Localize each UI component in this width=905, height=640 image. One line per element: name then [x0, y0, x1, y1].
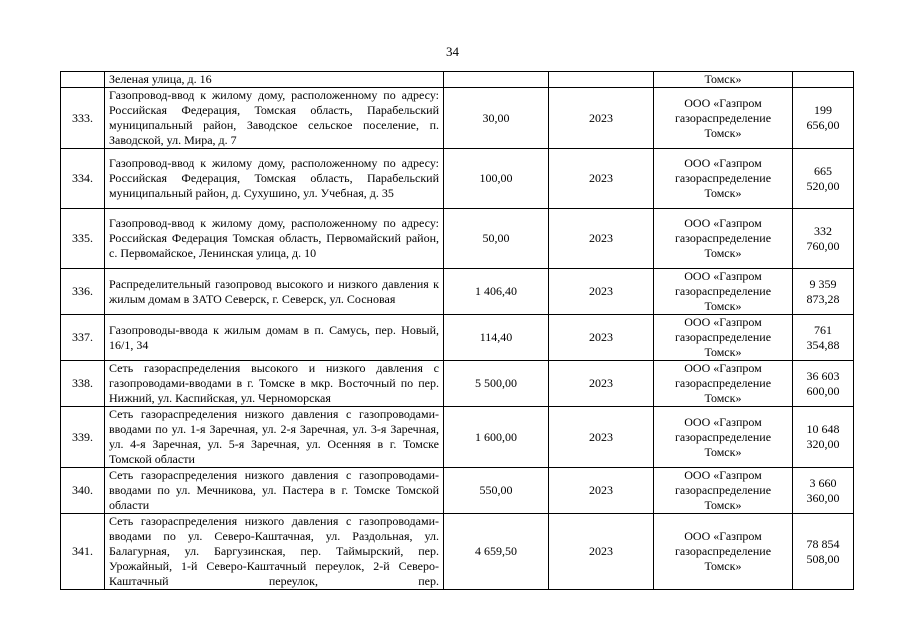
row-description: Сеть газораспределения низкого давления с газопроводами-вводами по ул. Мечникова, ул. Пастера в г. Томске Томской области — [105, 468, 444, 514]
row-number: 337. — [61, 315, 105, 361]
row-organization: ООО «Газпром газораспределение Томск» — [654, 269, 793, 315]
table-row-continuation — [61, 72, 854, 88]
row-description: Сеть газораспределения низкого давления с газопроводами-вводами по ул. 1-я Заречная, ул. 2-я Заречная, ул. 3-я Заречная, ул. 4-я Заречная, ул. 5-я Заречная, ул. Осенняя в г. Томске Томской области — [105, 407, 444, 468]
row-description: Сеть газораспределения высокого и низкого давления с газопроводами-вводами в г. Томске в мкр. Восточный по пер. Нижний, ул. Каспийская, ул. Черноморская — [105, 361, 444, 407]
row-year: 2023 — [549, 149, 654, 209]
row-length: 114,40 — [444, 315, 549, 361]
table-row — [61, 269, 854, 315]
row-description: Газопровод-ввод к жилому дому, расположенному по адресу: Российская Федерация, Томская область, Парабельский муниципальный район, д. Сухушино, ул. Учебная, д. 35 — [105, 149, 444, 209]
row-year: 2023 — [549, 407, 654, 468]
row-organization: Томск» — [654, 72, 793, 88]
row-year: 2023 — [549, 209, 654, 269]
row-length: 50,00 — [444, 209, 549, 269]
row-number: 333. — [61, 88, 105, 149]
row-organization: ООО «Газпром газораспределение Томск» — [654, 468, 793, 514]
row-cost — [793, 72, 854, 88]
row-number: 334. — [61, 149, 105, 209]
row-year: 2023 — [549, 468, 654, 514]
row-number: 339. — [61, 407, 105, 468]
row-cost: 9 359 873,28 — [793, 269, 854, 315]
row-length — [444, 72, 549, 88]
row-length: 30,00 — [444, 88, 549, 149]
row-cost: 10 648 320,00 — [793, 407, 854, 468]
row-organization: ООО «Газпром газораспределение Томск» — [654, 88, 793, 149]
table-row — [61, 514, 854, 590]
row-length: 550,00 — [444, 468, 549, 514]
table-row — [61, 407, 854, 468]
row-organization: ООО «Газпром газораспределение Томск» — [654, 209, 793, 269]
row-number: 335. — [61, 209, 105, 269]
gas-pipeline-table — [60, 71, 854, 590]
row-length: 5 500,00 — [444, 361, 549, 407]
row-year: 2023 — [549, 269, 654, 315]
row-year: 2023 — [549, 361, 654, 407]
table-row — [61, 209, 854, 269]
table-row — [61, 88, 854, 149]
table-row — [61, 468, 854, 514]
row-length: 1 600,00 — [444, 407, 549, 468]
row-description: Сеть газораспределения низкого давления с газопроводами-вводами по ул. Северо-Каштачная, ул. Раздольная, ул. Балагурная, ул. Баргузинская, пер. Таймырский, пер. Урожайный, 1-й Северо-Каштачный переулок, 2-й Северо-Каштачный переулок, пер. — [105, 514, 444, 590]
row-cost: 761 354,88 — [793, 315, 854, 361]
row-description: Распределительный газопровод высокого и низкого давления к жилым домам в ЗАТО Северск, г. Северск, ул. Сосновая — [105, 269, 444, 315]
row-length: 100,00 — [444, 149, 549, 209]
row-cost: 36 603 600,00 — [793, 361, 854, 407]
table-row — [61, 361, 854, 407]
row-year — [549, 72, 654, 88]
row-cost: 199 656,00 — [793, 88, 854, 149]
page-number: 34 — [446, 44, 459, 59]
row-cost: 332 760,00 — [793, 209, 854, 269]
row-organization: ООО «Газпром газораспределение Томск» — [654, 149, 793, 209]
row-year: 2023 — [549, 514, 654, 590]
row-organization: ООО «Газпром газораспределение Томск» — [654, 315, 793, 361]
row-year: 2023 — [549, 88, 654, 149]
row-length: 4 659,50 — [444, 514, 549, 590]
row-number: 341. — [61, 514, 105, 590]
row-length: 1 406,40 — [444, 269, 549, 315]
row-organization: ООО «Газпром газораспределение Томск» — [654, 361, 793, 407]
table-row — [61, 149, 854, 209]
row-number: 340. — [61, 468, 105, 514]
row-description: Газопровод-ввод к жилому дому, расположенному по адресу: Российская Федерация Томская область, Первомайский район, с. Первомайское, Ленинская улица, д. 10 — [105, 209, 444, 269]
row-organization: ООО «Газпром газораспределение Томск» — [654, 514, 793, 590]
row-cost: 78 854 508,00 — [793, 514, 854, 590]
row-description: Зеленая улица, д. 16 — [105, 72, 444, 88]
row-cost: 3 660 360,00 — [793, 468, 854, 514]
row-description: Газопровод-ввод к жилому дому, расположенному по адресу: Российская Федерация, Томская область, Парабельский муниципальный район, Заводское сельское поселение, п. Заводской, ул. Мира, д. 7 — [105, 88, 444, 149]
row-number: 338. — [61, 361, 105, 407]
row-number: 336. — [61, 269, 105, 315]
row-year: 2023 — [549, 315, 654, 361]
row-cost: 665 520,00 — [793, 149, 854, 209]
row-organization: ООО «Газпром газораспределение Томск» — [654, 407, 793, 468]
row-number — [61, 72, 105, 88]
table-row — [61, 315, 854, 361]
row-description: Газопроводы-ввода к жилым домам в п. Самусь, пер. Новый, 16/1, 34 — [105, 315, 444, 361]
